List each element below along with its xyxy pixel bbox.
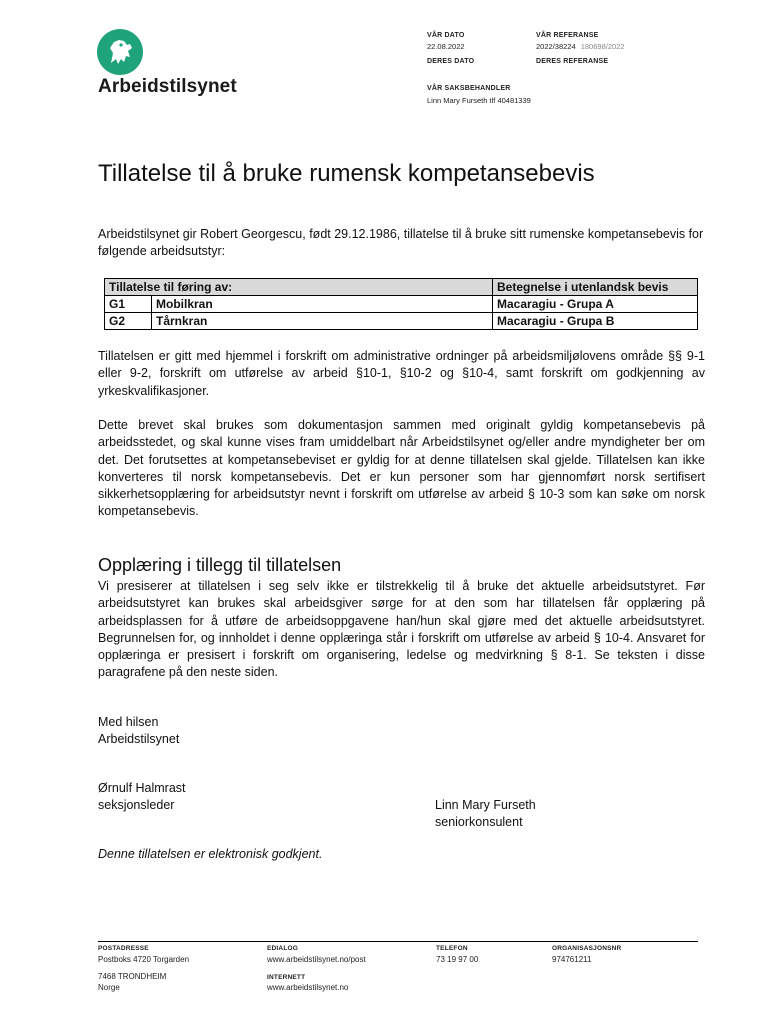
legal-basis-paragraph: Tillatelsen er gitt med hjemmel i forskrift om administrative ordninger på arbeidsmiljølovens område §§ 9-1 eller 9-2, forskrift om utførelse av arbeid §10-1, §10-2 og §10-4, samt forskrift om godkjenning av yrkeskvalifikasjoner. bbox=[98, 349, 705, 398]
greeting: Med hilsen bbox=[98, 715, 159, 729]
internet-label: INTERNETT bbox=[267, 974, 306, 981]
documentation-paragraph: Dette brevet skal brukes som dokumentasjon sammen med originalt gyldig kompetansebevis på arbeidsstedet, og skal kunne vises fram umiddelbart når Arbeidstilsynet og/eller andre myndigheter ber om det. Det forutsettes at kompetansebeviset er gyldig for at denne tillatelsen skal gjelde. Tillatelsen kan ikke konverteres til norsk kompetansebevis. Det er kun personer som har gjennomført norsk sertifisert sikkerhetsopplæring for arbeidsutstyr nevnt i forskrift om utførelse av arbeid § 10-3 som kan søke om norsk kompetansebevis. bbox=[98, 418, 705, 519]
greeting-org: Arbeidstilsynet bbox=[98, 732, 180, 746]
equipment-code: G2 bbox=[105, 313, 152, 330]
equipment-code: G1 bbox=[105, 296, 152, 313]
table-row bbox=[105, 296, 698, 313]
table-header-row bbox=[105, 279, 698, 296]
document-title: Tillatelse til å bruke rumensk kompetansebevis bbox=[98, 160, 595, 187]
case-handler-label: VÅR SAKSBEHANDLER bbox=[427, 85, 511, 92]
our-reference-extra: 180698/2022 bbox=[580, 42, 625, 51]
foreign-designation: Macaragiu - Grupa A bbox=[493, 296, 698, 313]
website-link[interactable]: www.arbeidstilsynet.no bbox=[267, 983, 349, 992]
equipment-table bbox=[104, 278, 698, 330]
foreign-designation: Macaragiu - Grupa B bbox=[493, 313, 698, 330]
our-reference-number: 2022/38224 bbox=[536, 42, 576, 51]
edialog-label: EDIALOG bbox=[267, 945, 299, 952]
table-header-foreign: Betegnelse i utenlandsk bevis bbox=[493, 279, 698, 296]
section-heading: Opplæring i tillegg til tillatelsen bbox=[98, 555, 342, 575]
case-handler: Linn Mary Furseth tlf 40481339 bbox=[427, 96, 531, 105]
equipment-name: Tårnkran bbox=[152, 313, 493, 330]
postal-address-line1: Postboks 4720 Torgarden bbox=[98, 955, 190, 964]
postal-address-line2: 7468 TRONDHEIM bbox=[98, 972, 167, 981]
phone-label: TELEFON bbox=[436, 945, 468, 952]
footer-divider bbox=[98, 941, 698, 942]
our-date-label: VÅR DATO bbox=[427, 32, 465, 39]
our-date: 22.08.2022 bbox=[427, 42, 465, 51]
table-header-permission: Tillatelse til føring av: bbox=[105, 279, 493, 296]
org-number: 974761211 bbox=[552, 955, 592, 964]
signer2-name: Linn Mary Furseth bbox=[435, 798, 536, 812]
signer1-title: seksjonsleder bbox=[98, 798, 175, 812]
intro-paragraph: Arbeidstilsynet gir Robert Georgescu, født 29.12.1986, tillatelse til å bruke sitt rumenske kompetansebevis for følgende arbeidsutstyr: bbox=[98, 227, 704, 259]
electronic-approval-note: Denne tillatelsen er elektronisk godkjent. bbox=[98, 847, 323, 861]
postal-address-line3: Norge bbox=[98, 983, 120, 992]
training-paragraph: Vi presiserer at tillatelsen i seg selv ikke er tilstrekkelig til å bruke det aktuelle arbeidsutstyret. Før arbeidsutstyret kan brukes skal arbeidsgiver sørge for at den som har tillatelsen får opplæring på arbeidsplassen for å utføre de arbeidsoppgavene han/hun skal gjøre med det aktuelle arbeidsutstyret. Begrunnelsen for, og innholdet i denne opplæringa står i forskrift om utførelse av arbeid § 10-4. Ansvaret for opplæringa er presisert i forskrift om organisering, ledelse og medvirkning § 8-1. Se teksten i disse paragrafene på den neste siden. bbox=[98, 579, 705, 680]
your-reference-label: DERES REFERANSE bbox=[536, 58, 609, 65]
your-date-label: DERES DATO bbox=[427, 58, 475, 65]
phone-number: 73 19 97 00 bbox=[436, 955, 479, 964]
org-number-label: ORGANISASJONSNR bbox=[552, 945, 622, 952]
edialog-link[interactable]: www.arbeidstilsynet.no/post bbox=[267, 955, 366, 964]
signer2-title: seniorkonsulent bbox=[435, 815, 523, 829]
org-logo-text: Arbeidstilsynet bbox=[98, 76, 237, 97]
our-reference bbox=[536, 42, 625, 51]
lion-shield-icon bbox=[97, 29, 143, 75]
signer1-name: Ørnulf Halmrast bbox=[98, 781, 186, 795]
table-row bbox=[105, 313, 698, 330]
postal-address-label: POSTADRESSE bbox=[98, 945, 149, 952]
our-reference-label: VÅR REFERANSE bbox=[536, 32, 599, 39]
equipment-name: Mobilkran bbox=[152, 296, 493, 313]
